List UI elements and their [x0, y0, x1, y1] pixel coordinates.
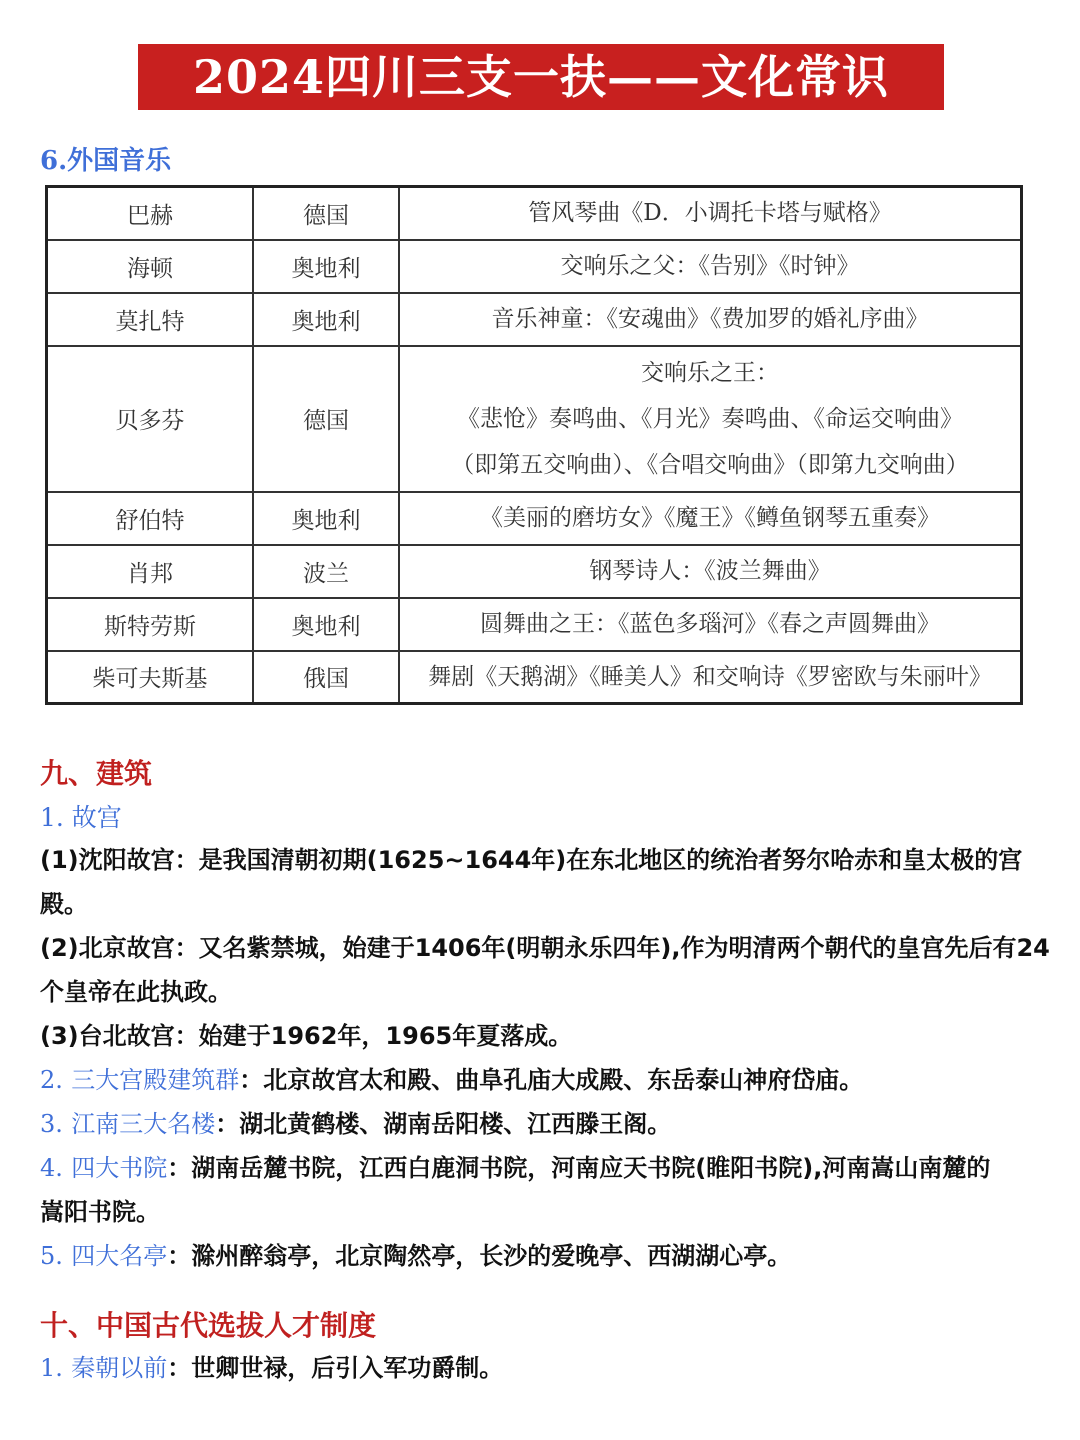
- composer-works-cell: [399, 545, 1022, 598]
- works-line: 《美丽的磨坊女》《魔王》《鳟鱼钢琴五重奏》: [480, 505, 940, 531]
- item-label: 三大宫殿建筑群: [71, 1066, 240, 1094]
- item-text: ：湖南岳麓书院，江西白鹿洞书院，河南应天书院(睢阳书院),河南嵩山南麓的嵩阳书院。: [40, 1154, 991, 1226]
- page-title: 2024四川三支一扶——文化常识: [192, 50, 890, 104]
- table-row: [47, 346, 1022, 492]
- works-line: 钢琴诗人：《波兰舞曲》: [589, 558, 831, 584]
- three-palaces-item: [40, 1058, 1050, 1102]
- composer-country-cell: 德国: [253, 187, 399, 240]
- composer-name-cell: 柴可夫斯基: [47, 651, 254, 704]
- architecture-heading: 九、建筑: [40, 757, 153, 790]
- composer-name-cell: 斯特劳斯: [47, 598, 254, 651]
- table-row: [47, 598, 1022, 651]
- composer-works-cell: [399, 346, 1022, 492]
- composer-works-cell: [399, 651, 1022, 704]
- talent-heading: 十、中国古代选拔人才制度: [40, 1309, 377, 1342]
- page-title-banner: [138, 44, 944, 110]
- works-line: （即第五交响曲）、《合唱交响曲》（即第九交响曲）: [451, 451, 969, 478]
- composer-country-cell: 奥地利: [253, 293, 399, 346]
- composer-works-cell: [399, 187, 1022, 240]
- table-row: [47, 545, 1022, 598]
- works-line: 《悲怆》奏鸣曲、《月光》奏鸣曲、《命运交响曲》: [457, 405, 963, 432]
- works-line: 交响乐之王：: [641, 359, 779, 386]
- music-heading: 6.外国音乐: [40, 146, 172, 176]
- beijing-palace-paragraph: (2)北京故宫：又名紫禁城，始建于1406年(明朝永乐四年),作为明清两个朝代的皇宫先后有24个皇帝在此执政。: [40, 934, 1050, 1006]
- composer-country-cell: 奥地利: [253, 492, 399, 545]
- item-label: 江南三大名楼: [71, 1110, 216, 1138]
- shenyang-palace-paragraph: (1)沈阳故宫：是我国清朝初期(1625~1644年)在东北地区的统治者努尔哈赤和皇太极的宫殿。: [40, 846, 1023, 918]
- works-line: 舞剧《天鹅湖》《睡美人》和交响诗《罗密欧与朱丽叶》: [428, 663, 992, 690]
- taipei-palace-paragraph: (3)台北故宫：始建于1962年，1965年夏落成。: [40, 1022, 573, 1050]
- composer-name-cell: 贝多芬: [47, 346, 254, 492]
- table-row: [47, 492, 1022, 545]
- works-line: 音乐神童：《安魂曲》《费加罗的婚礼序曲》: [491, 306, 929, 332]
- item-label: 四大名亭: [71, 1242, 168, 1270]
- pre-qin-item: [40, 1346, 1050, 1390]
- composer-name-cell: 莫扎特: [47, 293, 254, 346]
- composer-works-cell: [399, 598, 1022, 651]
- foreign-music-table: [45, 185, 1023, 705]
- item-text: ：世卿世禄，后引入军功爵制。: [167, 1354, 504, 1382]
- composer-country-cell: 奥地利: [253, 240, 399, 293]
- item-number: 3.: [40, 1110, 63, 1138]
- composer-country-cell: 俄国: [253, 651, 399, 704]
- composer-name-cell: 海顿: [47, 240, 254, 293]
- works-line: 交响乐之父：《告别》《时钟》: [560, 253, 860, 279]
- composer-works-cell: [399, 240, 1022, 293]
- composer-name-cell: 肖邦: [47, 545, 254, 598]
- item-number: 4.: [40, 1154, 63, 1182]
- four-academies-item: [40, 1146, 1010, 1234]
- item-label: 四大书院: [71, 1154, 168, 1182]
- composer-country-cell: 奥地利: [253, 598, 399, 651]
- palace-subheading: [40, 798, 122, 834]
- composer-works-cell: [399, 492, 1022, 545]
- four-pavilions-item: [40, 1234, 1050, 1278]
- table-row: [47, 293, 1022, 346]
- table-row: [47, 187, 1022, 240]
- item-number: 1.: [40, 1354, 63, 1382]
- item-label: 秦朝以前: [71, 1354, 168, 1382]
- composer-country-cell: 波兰: [253, 545, 399, 598]
- palace-subheading-text: 1. 故宫: [40, 803, 122, 832]
- item-text: ：滁州醉翁亭，北京陶然亭，长沙的爱晚亭、西湖湖心亭。: [167, 1242, 792, 1270]
- composer-works-cell: [399, 293, 1022, 346]
- three-towers-item: [40, 1102, 1050, 1146]
- item-text: ：湖北黄鹤楼、湖南岳阳楼、江西滕王阁。: [215, 1110, 672, 1138]
- works-line: 圆舞曲之王：《蓝色多瑙河》《春之声圆舞曲》: [480, 611, 940, 637]
- item-text: ：北京故宫太和殿、曲阜孔庙大成殿、东岳泰山神府岱庙。: [239, 1066, 864, 1094]
- table-row: [47, 240, 1022, 293]
- composer-name-cell: 舒伯特: [47, 492, 254, 545]
- item-number: 5.: [40, 1242, 63, 1270]
- composer-name-cell: 巴赫: [47, 187, 254, 240]
- works-line: 管风琴曲《D．小调托卡塔与赋格》: [528, 200, 892, 227]
- table-row: [47, 651, 1022, 704]
- item-number: 2.: [40, 1066, 63, 1094]
- composer-country-cell: 德国: [253, 346, 399, 492]
